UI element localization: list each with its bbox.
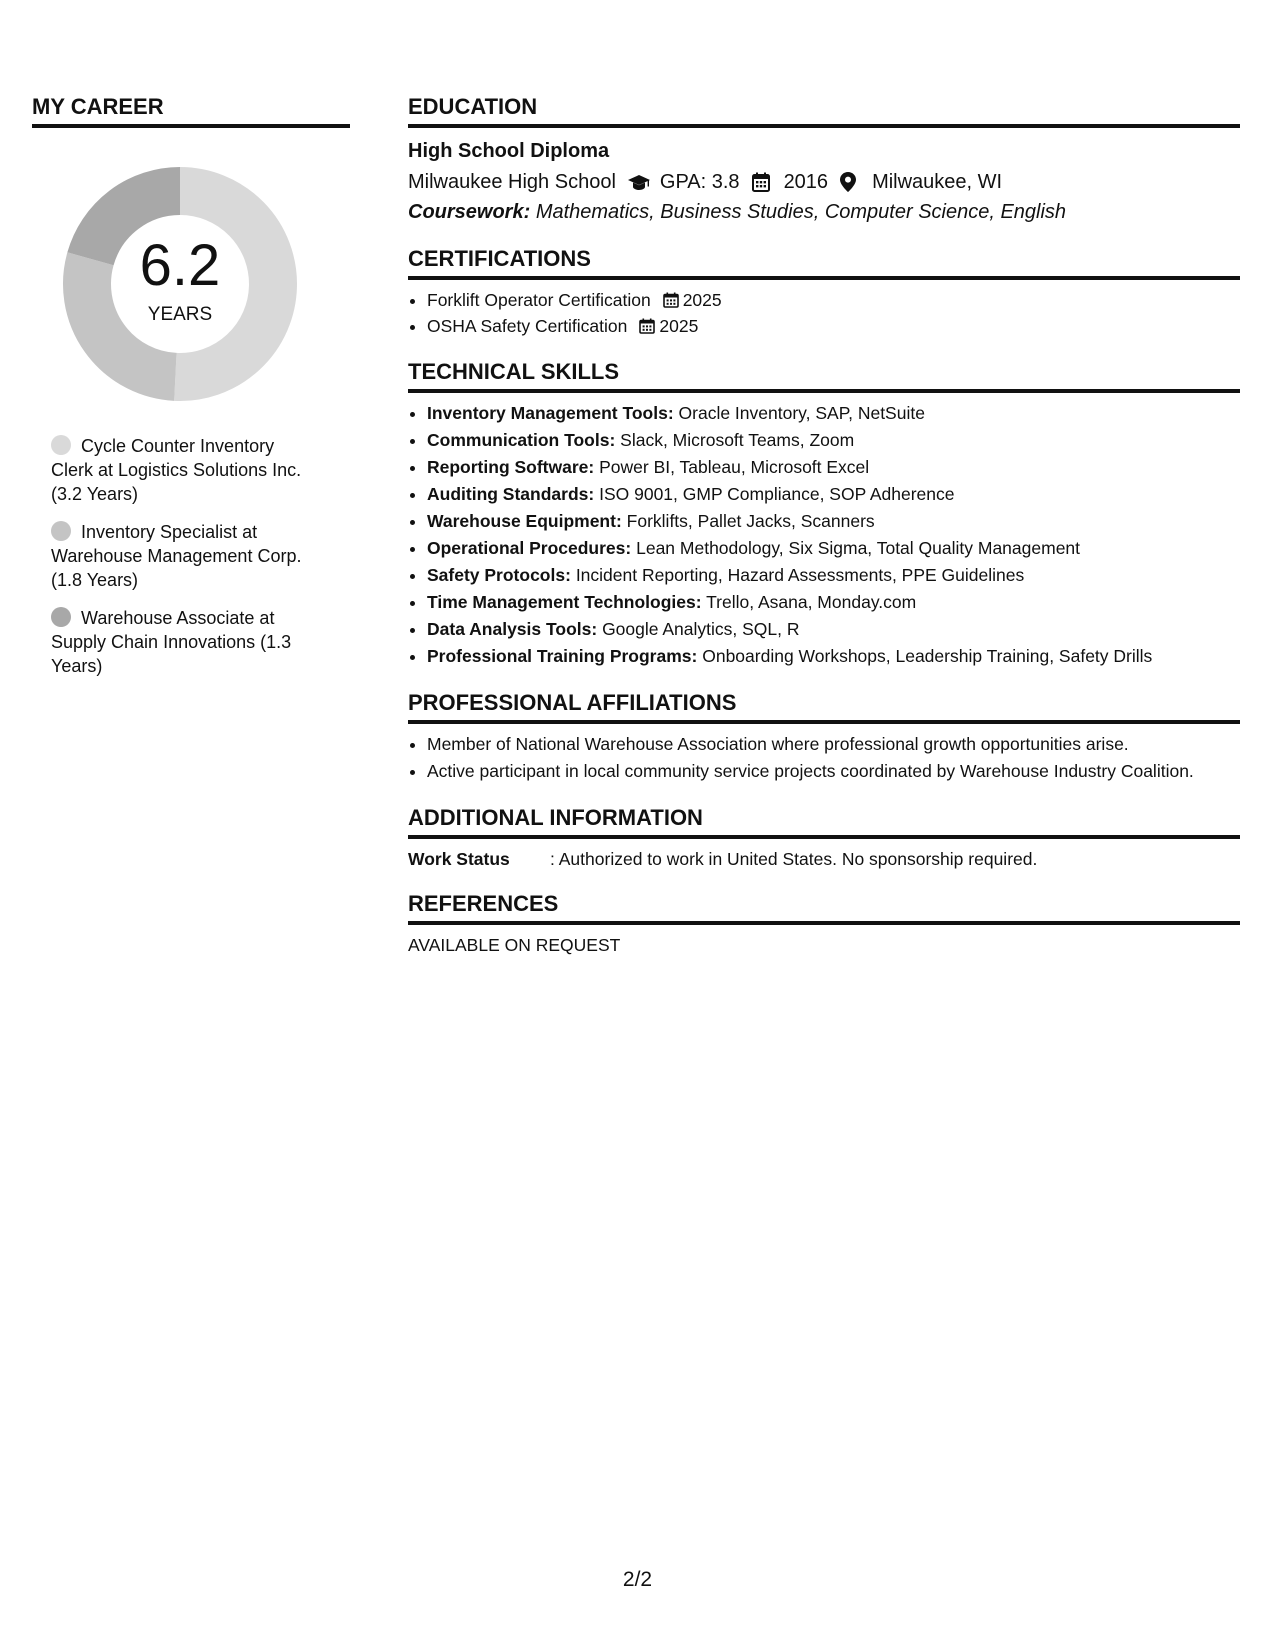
career-legend <box>32 434 350 678</box>
skill-label: Auditing Standards: <box>427 484 595 504</box>
education-year: 2016 <box>783 171 829 193</box>
career-title: MY CAREER <box>32 94 350 128</box>
education-degree: High School Diploma <box>408 140 610 162</box>
certifications-list <box>408 287 1240 339</box>
technical-skills-section <box>408 359 1240 670</box>
work-status-value: : Authorized to work in United States. No sponsorship required. <box>550 849 1038 869</box>
skill-label: Warehouse Equipment: <box>427 511 622 531</box>
skill-item <box>427 508 1240 535</box>
certifications-section <box>408 246 1240 339</box>
coursework-label: Coursework: <box>408 201 531 223</box>
education-details <box>408 168 1240 196</box>
certifications-title: CERTIFICATIONS <box>408 246 1240 280</box>
career-legend-item <box>51 606 321 678</box>
career-legend-item <box>51 520 321 592</box>
skill-value: Google Analytics, SQL, R <box>602 619 800 639</box>
skill-value: Trello, Asana, Monday.com <box>706 592 917 612</box>
skill-item <box>427 562 1240 589</box>
certification-name: OSHA Safety Certification <box>427 316 628 336</box>
graduation-cap-icon <box>628 172 650 192</box>
career-column <box>32 94 350 692</box>
skill-label: Data Analysis Tools: <box>427 619 598 639</box>
education-title: EDUCATION <box>408 94 1240 128</box>
skill-item <box>427 427 1240 454</box>
main-column <box>408 94 1240 957</box>
skill-label: Reporting Software: <box>427 457 595 477</box>
legend-dot-icon <box>51 435 71 455</box>
additional-info-title: ADDITIONAL INFORMATION <box>408 805 1240 839</box>
skill-value: Forklifts, Pallet Jacks, Scanners <box>626 511 875 531</box>
career-donut-chart <box>56 160 304 408</box>
work-status-row <box>408 847 1240 871</box>
skill-value: Lean Methodology, Six Sigma, Total Quality Management <box>636 538 1081 558</box>
career-legend-label: Warehouse Associate at Supply Chain Innovations (1.3 Years) <box>51 608 292 676</box>
career-legend-item <box>51 434 321 506</box>
technical-skills-list <box>408 400 1240 670</box>
certification-name: Forklift Operator Certification <box>427 290 651 310</box>
skill-value: Power BI, Tableau, Microsoft Excel <box>599 457 870 477</box>
skill-label: Safety Protocols: <box>427 565 571 585</box>
technical-skills-title: TECHNICAL SKILLS <box>408 359 1240 393</box>
legend-dot-icon <box>51 521 71 541</box>
education-section <box>408 94 1240 226</box>
certification-year: 2025 <box>682 290 722 310</box>
skill-value: Oracle Inventory, SAP, NetSuite <box>678 403 925 423</box>
skill-label: Professional Training Programs: <box>427 646 698 666</box>
skill-item <box>427 643 1240 670</box>
skill-label: Time Management Technologies: <box>427 592 702 612</box>
skill-value: Onboarding Workshops, Leadership Training, Safety Drills <box>702 646 1153 666</box>
education-school: Milwaukee High School <box>408 171 616 193</box>
coursework-list: Mathematics, Business Studies, Computer Science, English <box>535 201 1067 223</box>
certification-year: 2025 <box>659 316 699 336</box>
skill-item <box>427 481 1240 508</box>
education-gpa: GPA: 3.8 <box>659 171 740 193</box>
skill-value: Slack, Microsoft Teams, Zoom <box>620 430 855 450</box>
career-total-value: 6.2 <box>139 233 221 298</box>
affiliations-title: PROFESSIONAL AFFILIATIONS <box>408 690 1240 724</box>
skill-label: Inventory Management Tools: <box>427 403 674 423</box>
legend-dot-icon <box>51 607 71 627</box>
additional-info-section <box>408 805 1240 871</box>
calendar-icon <box>639 315 655 331</box>
calendar-icon <box>752 172 774 192</box>
skill-item <box>427 535 1240 562</box>
skill-label: Communication Tools: <box>427 430 616 450</box>
affiliations-list <box>408 731 1240 785</box>
skill-item <box>427 454 1240 481</box>
skill-item <box>427 400 1240 427</box>
affiliation-item: • Member of National Warehouse Association where professional growth opportunities arise. <box>427 731 1240 758</box>
page-number: 2/2 <box>622 1568 653 1591</box>
education-coursework <box>408 198 1240 226</box>
calendar-icon <box>663 289 679 305</box>
education-location: Milwaukee, WI <box>872 171 1003 193</box>
career-total-unit: YEARS <box>147 304 213 325</box>
skill-value: ISO 9001, GMP Compliance, SOP Adherence <box>599 484 955 504</box>
career-legend-label: Cycle Counter Inventory Clerk at Logistics Solutions Inc. (3.2 Years) <box>51 436 302 504</box>
skill-item <box>427 616 1240 643</box>
affiliation-item: • Active participant in local community service projects coordinated by Warehouse Industry Coalition. <box>427 758 1240 785</box>
certification-item <box>427 313 1240 339</box>
affiliations-section <box>408 690 1240 785</box>
references-title: REFERENCES <box>408 891 1240 925</box>
skill-label: Operational Procedures: <box>427 538 632 558</box>
references-section <box>408 891 1240 957</box>
skill-value: Incident Reporting, Hazard Assessments, PPE Guidelines <box>575 565 1025 585</box>
references-text: AVAILABLE ON REQUEST <box>408 935 621 955</box>
certification-item <box>427 287 1240 313</box>
location-pin-icon <box>840 172 862 192</box>
skill-item <box>427 589 1240 616</box>
work-status-label: Work Status <box>408 849 510 869</box>
career-legend-label: Inventory Specialist at Warehouse Management Corp. (1.8 Years) <box>51 522 302 590</box>
